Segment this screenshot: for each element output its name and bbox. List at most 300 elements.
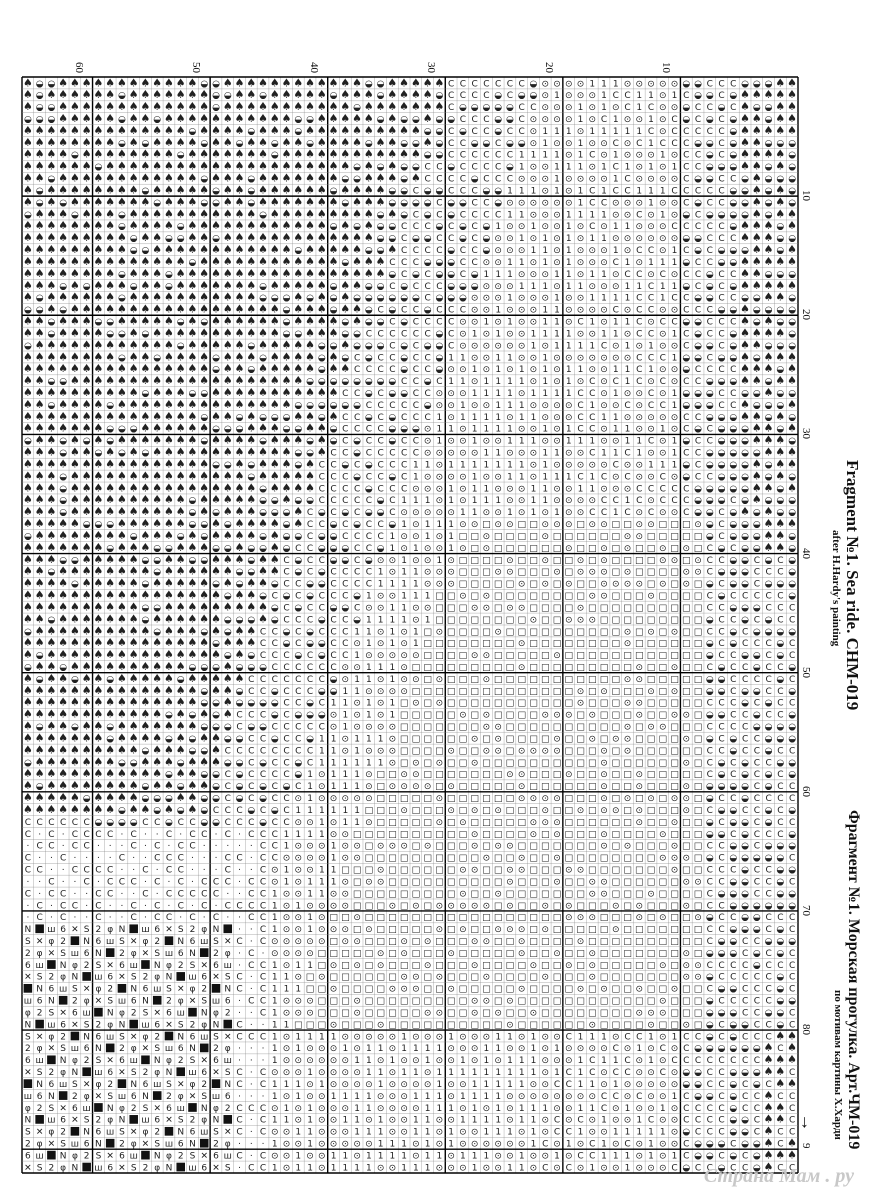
stitch-cell: C bbox=[307, 663, 313, 673]
stitch-cell: ♠ bbox=[246, 589, 256, 602]
stitch-cell: ◒ bbox=[776, 734, 784, 744]
stitch-cell: ⊙ bbox=[530, 746, 538, 756]
stitch-cell: ♠ bbox=[141, 279, 151, 292]
stitch-cell: 1 bbox=[331, 758, 337, 768]
stitch-cell: □ bbox=[647, 818, 656, 828]
stitch-cell: ♠ bbox=[752, 183, 762, 196]
stitch-cell: 1 bbox=[554, 91, 560, 101]
stitch-cell: ⊙ bbox=[671, 79, 679, 89]
stitch-cell: C bbox=[718, 854, 724, 864]
stitch-cell: □ bbox=[529, 734, 538, 744]
stitch-cell: C bbox=[424, 175, 430, 185]
stitch-cell: ◒ bbox=[729, 603, 737, 613]
stitch-cell: ⊙ bbox=[436, 794, 444, 804]
stitch-cell: ♠ bbox=[105, 88, 115, 101]
stitch-cell: ⊙ bbox=[577, 127, 585, 137]
stitch-cell: ◒ bbox=[482, 139, 490, 149]
stitch-cell: ♠ bbox=[105, 696, 115, 709]
stitch-cell: C bbox=[754, 580, 760, 590]
stitch-cell: 1 bbox=[648, 258, 654, 268]
stitch-cell: □ bbox=[529, 532, 538, 542]
stitch-cell: ♠ bbox=[188, 589, 198, 602]
stitch-cell: ♠ bbox=[223, 386, 233, 399]
stitch-cell: ◒ bbox=[400, 294, 408, 304]
stitch-cell: 1 bbox=[472, 460, 478, 470]
stitch-cell: ♠ bbox=[235, 636, 245, 649]
stitch-cell: C bbox=[401, 401, 407, 411]
stitch-cell: 1 bbox=[566, 163, 572, 173]
stitch-cell: C bbox=[601, 341, 607, 351]
stitch-cell: ♠ bbox=[129, 291, 139, 304]
stitch-cell: □ bbox=[694, 842, 703, 852]
stitch-cell: C bbox=[260, 627, 266, 637]
stitch-cell: ◒ bbox=[776, 389, 784, 399]
stitch-cell: C bbox=[683, 484, 689, 494]
stitch-cell: ⊙ bbox=[647, 151, 655, 161]
stitch-cell: ♠ bbox=[23, 100, 33, 113]
stitch-cell: C bbox=[530, 103, 536, 113]
stitch-cell: ◒ bbox=[412, 270, 420, 280]
stitch-cell: ◒ bbox=[271, 687, 279, 697]
stitch-cell: ⊙ bbox=[459, 544, 467, 554]
stitch-cell: C bbox=[742, 675, 748, 685]
stitch-cell: ♠ bbox=[82, 589, 92, 602]
stitch-cell: ◒ bbox=[788, 198, 796, 208]
stitch-cell: ♠ bbox=[117, 231, 127, 244]
stitch-cell: ♠ bbox=[258, 172, 268, 185]
stitch-cell: □ bbox=[517, 842, 526, 852]
stitch-cell: ◒ bbox=[718, 711, 726, 721]
stitch-cell: C bbox=[742, 639, 748, 649]
stitch-cell: □ bbox=[682, 651, 691, 661]
stitch-cell: C bbox=[695, 449, 701, 459]
stitch-cell: ♠ bbox=[58, 172, 68, 185]
stitch-cell: ♠ bbox=[787, 243, 797, 256]
stitch-cell: □ bbox=[635, 854, 644, 864]
stitch-cell: ♠ bbox=[293, 386, 303, 399]
stitch-cell: C bbox=[718, 234, 724, 244]
stitch-cell: C bbox=[472, 151, 478, 161]
stitch-cell: N bbox=[119, 925, 126, 935]
stitch-cell: C bbox=[483, 175, 489, 185]
stitch-cell: ⊙ bbox=[671, 854, 679, 864]
stitch-cell: ♠ bbox=[93, 243, 103, 256]
stitch-cell: ◒ bbox=[212, 711, 220, 721]
stitch-cell: C bbox=[377, 329, 383, 339]
stitch-cell: C bbox=[354, 460, 360, 470]
stitch-cell: ◒ bbox=[694, 425, 702, 435]
stitch-cell: ♠ bbox=[35, 398, 45, 411]
stitch-cell: □ bbox=[623, 758, 632, 768]
stitch-cell: ♠ bbox=[141, 88, 151, 101]
stitch-cell: ♠ bbox=[752, 243, 762, 256]
stitch-cell: □ bbox=[459, 782, 468, 792]
stitch-cell: ♠ bbox=[141, 672, 151, 685]
stitch-cell: ♠ bbox=[246, 493, 256, 506]
stitch-cell: C bbox=[730, 544, 736, 554]
stitch-cell: C bbox=[413, 353, 419, 363]
stitch-cell: ♠ bbox=[740, 326, 750, 339]
stitch-cell: ⊙ bbox=[635, 198, 643, 208]
stitch-cell: ⊙ bbox=[353, 937, 361, 947]
stitch-cell: C bbox=[636, 365, 642, 375]
stitch-cell: ♠ bbox=[752, 231, 762, 244]
stitch-cell: □ bbox=[541, 866, 550, 876]
stitch-cell: 1 bbox=[295, 830, 301, 840]
stitch-cell: ♠ bbox=[129, 672, 139, 685]
stitch-cell: C bbox=[742, 937, 748, 947]
stitch-cell: 1 bbox=[401, 556, 407, 566]
stitch-cell: ♠ bbox=[188, 612, 198, 625]
stitch-cell: ◒ bbox=[388, 270, 396, 280]
stitch-cell: C bbox=[401, 246, 407, 256]
stitch-cell: ♠ bbox=[152, 362, 162, 375]
stitch-cell: □ bbox=[694, 663, 703, 673]
stitch-cell: 6 bbox=[154, 925, 160, 935]
stitch-cell: ♠ bbox=[293, 160, 303, 173]
stitch-cell: ♠ bbox=[129, 136, 139, 149]
stitch-cell: ♠ bbox=[23, 600, 33, 613]
stitch-cell: ◒ bbox=[435, 139, 443, 149]
stitch-cell: C bbox=[695, 222, 701, 232]
stitch-cell: C bbox=[377, 532, 383, 542]
stitch-cell: ♠ bbox=[35, 172, 45, 185]
stitch-cell: ◒ bbox=[741, 472, 749, 482]
stitch-cell: □ bbox=[435, 711, 444, 721]
stitch-cell: ⊙ bbox=[647, 496, 655, 506]
stitch-cell: ◒ bbox=[729, 580, 737, 590]
stitch-cell: ◒ bbox=[424, 377, 432, 387]
stitch-cell: C bbox=[389, 508, 395, 518]
stitch-cell: ♠ bbox=[105, 136, 115, 149]
stitch-cell: □ bbox=[529, 687, 538, 697]
stitch-cell: ♠ bbox=[82, 803, 92, 816]
stitch-cell: □ bbox=[435, 603, 444, 613]
stitch-cell: ♠ bbox=[46, 469, 56, 482]
stitch-cell: ◒ bbox=[247, 651, 255, 661]
stitch-cell: ♠ bbox=[117, 279, 127, 292]
stitch-cell: 1 bbox=[613, 329, 619, 339]
stitch-cell: ♠ bbox=[740, 219, 750, 232]
stitch-cell: □ bbox=[682, 592, 691, 602]
stitch-cell: ◒ bbox=[200, 556, 208, 566]
stitch-cell: ♠ bbox=[105, 684, 115, 697]
stitch-cell: □ bbox=[588, 937, 597, 947]
stitch-cell: □ bbox=[682, 603, 691, 613]
stitch-cell: C bbox=[307, 520, 313, 530]
stitch-cell: ◒ bbox=[47, 115, 55, 125]
stitch-cell: ♠ bbox=[129, 255, 139, 268]
stitch-cell: ♠ bbox=[258, 362, 268, 375]
stitch-cell: 1 bbox=[601, 91, 607, 101]
stitch-cell: ⊙ bbox=[612, 401, 620, 411]
stitch-cell: N bbox=[83, 937, 90, 947]
stitch-cell: □ bbox=[682, 937, 691, 947]
stitch-cell: ◒ bbox=[365, 460, 373, 470]
stitch-cell: ⊙ bbox=[577, 699, 585, 709]
stitch-cell: ⊙ bbox=[600, 365, 608, 375]
stitch-cell: C bbox=[272, 794, 278, 804]
stitch-cell: 1 bbox=[389, 532, 395, 542]
stitch-cell: ♠ bbox=[223, 255, 233, 268]
stitch-cell: C bbox=[401, 270, 407, 280]
stitch-cell: ♠ bbox=[211, 386, 221, 399]
stitch-cell: ♠ bbox=[70, 160, 80, 173]
stitch-cell: □ bbox=[647, 651, 656, 661]
stitch-cell: ⊙ bbox=[365, 925, 373, 935]
stitch-cell: C bbox=[295, 580, 301, 590]
stitch-cell: ⊙ bbox=[400, 675, 408, 685]
stitch-cell: ◒ bbox=[494, 115, 502, 125]
stitch-cell: ◒ bbox=[294, 127, 302, 137]
stitch-cell: 1 bbox=[484, 377, 490, 387]
stitch-cell: ♠ bbox=[199, 493, 209, 506]
stitch-cell: ⊙ bbox=[412, 770, 420, 780]
stitch-cell: ◒ bbox=[200, 389, 208, 399]
stitch-cell: C bbox=[354, 508, 360, 518]
stitch-cell: C bbox=[354, 544, 360, 554]
stitch-cell: ⊙ bbox=[518, 746, 526, 756]
stitch-cell: ⊙ bbox=[588, 568, 596, 578]
stitch-cell: C bbox=[272, 758, 278, 768]
stitch-cell: ♠ bbox=[188, 172, 198, 185]
stitch-cell: 1 bbox=[401, 520, 407, 530]
stitch-cell: ◒ bbox=[306, 449, 314, 459]
stitch-cell: ♠ bbox=[329, 315, 339, 328]
stitch-cell: ◒ bbox=[741, 532, 749, 542]
stitch-cell: C bbox=[36, 818, 42, 828]
stitch-cell: C bbox=[707, 353, 713, 363]
stitch-cell: ♠ bbox=[235, 529, 245, 542]
stitch-cell: C bbox=[330, 639, 336, 649]
stitch-cell: ◒ bbox=[388, 186, 396, 196]
stitch-cell: ♠ bbox=[152, 720, 162, 733]
stitch-cell: 1 bbox=[413, 496, 419, 506]
stitch-cell: 1 bbox=[601, 103, 607, 113]
stitch-cell: 1 bbox=[589, 79, 595, 89]
stitch-cell: C bbox=[707, 901, 713, 911]
stitch-cell: 1 bbox=[401, 592, 407, 602]
stitch-cell: □ bbox=[412, 711, 421, 721]
stitch-cell: ⊙ bbox=[459, 449, 467, 459]
stitch-cell: 1 bbox=[625, 377, 631, 387]
stitch-cell: ◒ bbox=[741, 782, 749, 792]
stitch-cell: ⊙ bbox=[624, 460, 632, 470]
stitch-cell: ♠ bbox=[270, 469, 280, 482]
stitch-cell: ♠ bbox=[70, 219, 80, 232]
stitch-cell: C bbox=[718, 127, 724, 137]
stitch-cell: ⊙ bbox=[577, 306, 585, 316]
stitch-cell: C bbox=[424, 163, 430, 173]
stitch-cell: C bbox=[707, 842, 713, 852]
stitch-cell: ♠ bbox=[258, 195, 268, 208]
stitch-cell: ♠ bbox=[305, 183, 315, 196]
stitch-cell: □ bbox=[494, 615, 503, 625]
stitch-cell: ♠ bbox=[340, 148, 350, 161]
stitch-cell: C bbox=[707, 746, 713, 756]
stitch-cell: ⊙ bbox=[506, 198, 514, 208]
stitch-cell: ◒ bbox=[753, 901, 761, 911]
stitch-cell: □ bbox=[659, 877, 668, 887]
stitch-cell: ♠ bbox=[58, 577, 68, 590]
stitch-cell: ◒ bbox=[47, 568, 55, 578]
stitch-cell: □ bbox=[553, 770, 562, 780]
stitch-cell: C bbox=[236, 818, 242, 828]
stitch-cell: 1 bbox=[566, 222, 572, 232]
stitch-cell: C bbox=[707, 627, 713, 637]
stitch-cell: ♠ bbox=[93, 207, 103, 220]
stitch-cell: ⊙ bbox=[518, 770, 526, 780]
stitch-cell: ♠ bbox=[82, 493, 92, 506]
stitch-cell: ⊙ bbox=[588, 615, 596, 625]
stitch-cell: · bbox=[85, 889, 88, 899]
stitch-cell: ♠ bbox=[211, 243, 221, 256]
stitch-cell: ♠ bbox=[282, 100, 292, 113]
stitch-cell: □ bbox=[423, 699, 432, 709]
stitch-cell: ♠ bbox=[176, 255, 186, 268]
stitch-cell: ♠ bbox=[70, 243, 80, 256]
stitch-cell: 1 bbox=[437, 520, 443, 530]
stitch-cell: ♠ bbox=[152, 577, 162, 590]
stitch-cell: C bbox=[413, 449, 419, 459]
stitch-cell: 1 bbox=[378, 568, 384, 578]
stitch-cell: ♠ bbox=[764, 517, 774, 530]
stitch-cell: ◒ bbox=[200, 746, 208, 756]
stitch-cell: C bbox=[718, 532, 724, 542]
stitch-cell: C bbox=[695, 103, 701, 113]
stitch-cell: ◒ bbox=[776, 425, 784, 435]
stitch-cell: □ bbox=[694, 782, 703, 792]
stitch-cell: ⊙ bbox=[483, 592, 491, 602]
stitch-cell: C bbox=[95, 913, 101, 923]
stitch-cell: ◒ bbox=[741, 699, 749, 709]
stitch-cell: C bbox=[754, 842, 760, 852]
stitch-cell: □ bbox=[517, 734, 526, 744]
stitch-cell: ◒ bbox=[59, 306, 67, 316]
stitch-cell: ⊙ bbox=[436, 449, 444, 459]
stitch-cell: ♠ bbox=[364, 255, 374, 268]
stitch-cell: ◒ bbox=[718, 210, 726, 220]
stitch-cell: □ bbox=[447, 675, 456, 685]
stitch-cell: ◒ bbox=[200, 687, 208, 697]
stitch-cell: □ bbox=[623, 806, 632, 816]
stitch-cell: □ bbox=[529, 544, 538, 554]
stitch-cell: ♠ bbox=[176, 195, 186, 208]
stitch-cell: ◒ bbox=[36, 198, 44, 208]
stitch-cell: ◒ bbox=[424, 127, 432, 137]
stitch-cell: ◒ bbox=[153, 198, 161, 208]
stitch-cell: ♠ bbox=[176, 267, 186, 280]
stitch-cell: ♠ bbox=[164, 136, 174, 149]
stitch-cell: □ bbox=[611, 520, 620, 530]
stitch-cell: ⊙ bbox=[377, 627, 385, 637]
stitch-cell: ♠ bbox=[176, 457, 186, 470]
stitch-cell: 1 bbox=[342, 782, 348, 792]
stitch-cell: □ bbox=[647, 532, 656, 542]
stitch-cell: ◒ bbox=[788, 711, 796, 721]
stitch-cell: 1 bbox=[484, 449, 490, 459]
stitch-cell: 1 bbox=[495, 365, 501, 375]
stitch-cell: 1 bbox=[554, 508, 560, 518]
stitch-cell: ♠ bbox=[199, 100, 209, 113]
stitch-cell: □ bbox=[576, 925, 585, 935]
stitch-cell: ◒ bbox=[294, 401, 302, 411]
stitch-cell: □ bbox=[576, 723, 585, 733]
stitch-cell: ⊙ bbox=[600, 318, 608, 328]
stitch-cell: □ bbox=[529, 675, 538, 685]
stitch-cell: C bbox=[577, 401, 583, 411]
stitch-cell: C bbox=[366, 425, 372, 435]
stitch-cell: ◒ bbox=[59, 198, 67, 208]
stitch-cell: ◒ bbox=[459, 282, 467, 292]
stitch-cell: ♠ bbox=[35, 577, 45, 590]
stitch-cell: ⊙ bbox=[588, 496, 596, 506]
stitch-cell: 1 bbox=[601, 449, 607, 459]
stitch-cell: ♠ bbox=[23, 350, 33, 363]
stitch-cell: ⊙ bbox=[530, 234, 538, 244]
stitch-cell: 1 bbox=[578, 186, 584, 196]
stitch-cell: ♠ bbox=[23, 315, 33, 328]
stitch-cell: ♠ bbox=[70, 434, 80, 447]
stitch-cell: □ bbox=[412, 889, 421, 899]
stitch-cell: ♠ bbox=[58, 672, 68, 685]
stitch-cell: C bbox=[460, 306, 466, 316]
stitch-cell: ♠ bbox=[787, 255, 797, 268]
stitch-cell: ⊙ bbox=[553, 103, 561, 113]
stitch-cell: ♠ bbox=[282, 160, 292, 173]
stitch-cell: 1 bbox=[307, 830, 313, 840]
stitch-cell: ♠ bbox=[141, 195, 151, 208]
stitch-cell: ◒ bbox=[435, 127, 443, 137]
stitch-cell: ш bbox=[71, 949, 79, 959]
stitch-cell: □ bbox=[564, 830, 573, 840]
stitch-cell: ◒ bbox=[106, 818, 114, 828]
stitch-cell: ♠ bbox=[141, 100, 151, 113]
stitch-cell: ♠ bbox=[340, 183, 350, 196]
stitch-cell: ◒ bbox=[400, 425, 408, 435]
stitch-cell: C bbox=[695, 282, 701, 292]
stitch-cell: 1 bbox=[389, 603, 395, 613]
stitch-cell: ◒ bbox=[706, 830, 714, 840]
stitch-cell: ◒ bbox=[330, 401, 338, 411]
stitch-cell: ⊙ bbox=[483, 937, 491, 947]
stitch-cell: 1 bbox=[495, 496, 501, 506]
stitch-cell: □ bbox=[694, 734, 703, 744]
stitch-cell: □ bbox=[470, 627, 479, 637]
stitch-cell: ♠ bbox=[223, 315, 233, 328]
stitch-cell: C bbox=[154, 913, 160, 923]
stitch-cell: □ bbox=[670, 806, 679, 816]
stitch-cell: ⊙ bbox=[588, 115, 596, 125]
stitch-cell: □ bbox=[635, 651, 644, 661]
stitch-cell: ⊙ bbox=[635, 79, 643, 89]
stitch-cell: · bbox=[109, 842, 112, 852]
stitch-cell: ⊙ bbox=[518, 663, 526, 673]
stitch-cell: ♠ bbox=[141, 76, 151, 89]
stitch-cell: ♠ bbox=[752, 160, 762, 173]
stitch-cell: □ bbox=[553, 723, 562, 733]
stitch-cell: ◒ bbox=[224, 615, 232, 625]
stitch-cell: ⊙ bbox=[530, 460, 538, 470]
stitch-cell: ♠ bbox=[282, 481, 292, 494]
stitch-cell: ♠ bbox=[82, 505, 92, 518]
stitch-cell: C bbox=[283, 615, 289, 625]
stitch-cell: 1 bbox=[672, 460, 678, 470]
stitch-cell: ♠ bbox=[105, 362, 115, 375]
stitch-cell: φ bbox=[225, 949, 231, 959]
stitch-cell: ⊙ bbox=[436, 401, 444, 411]
stitch-cell: ♠ bbox=[141, 755, 151, 768]
